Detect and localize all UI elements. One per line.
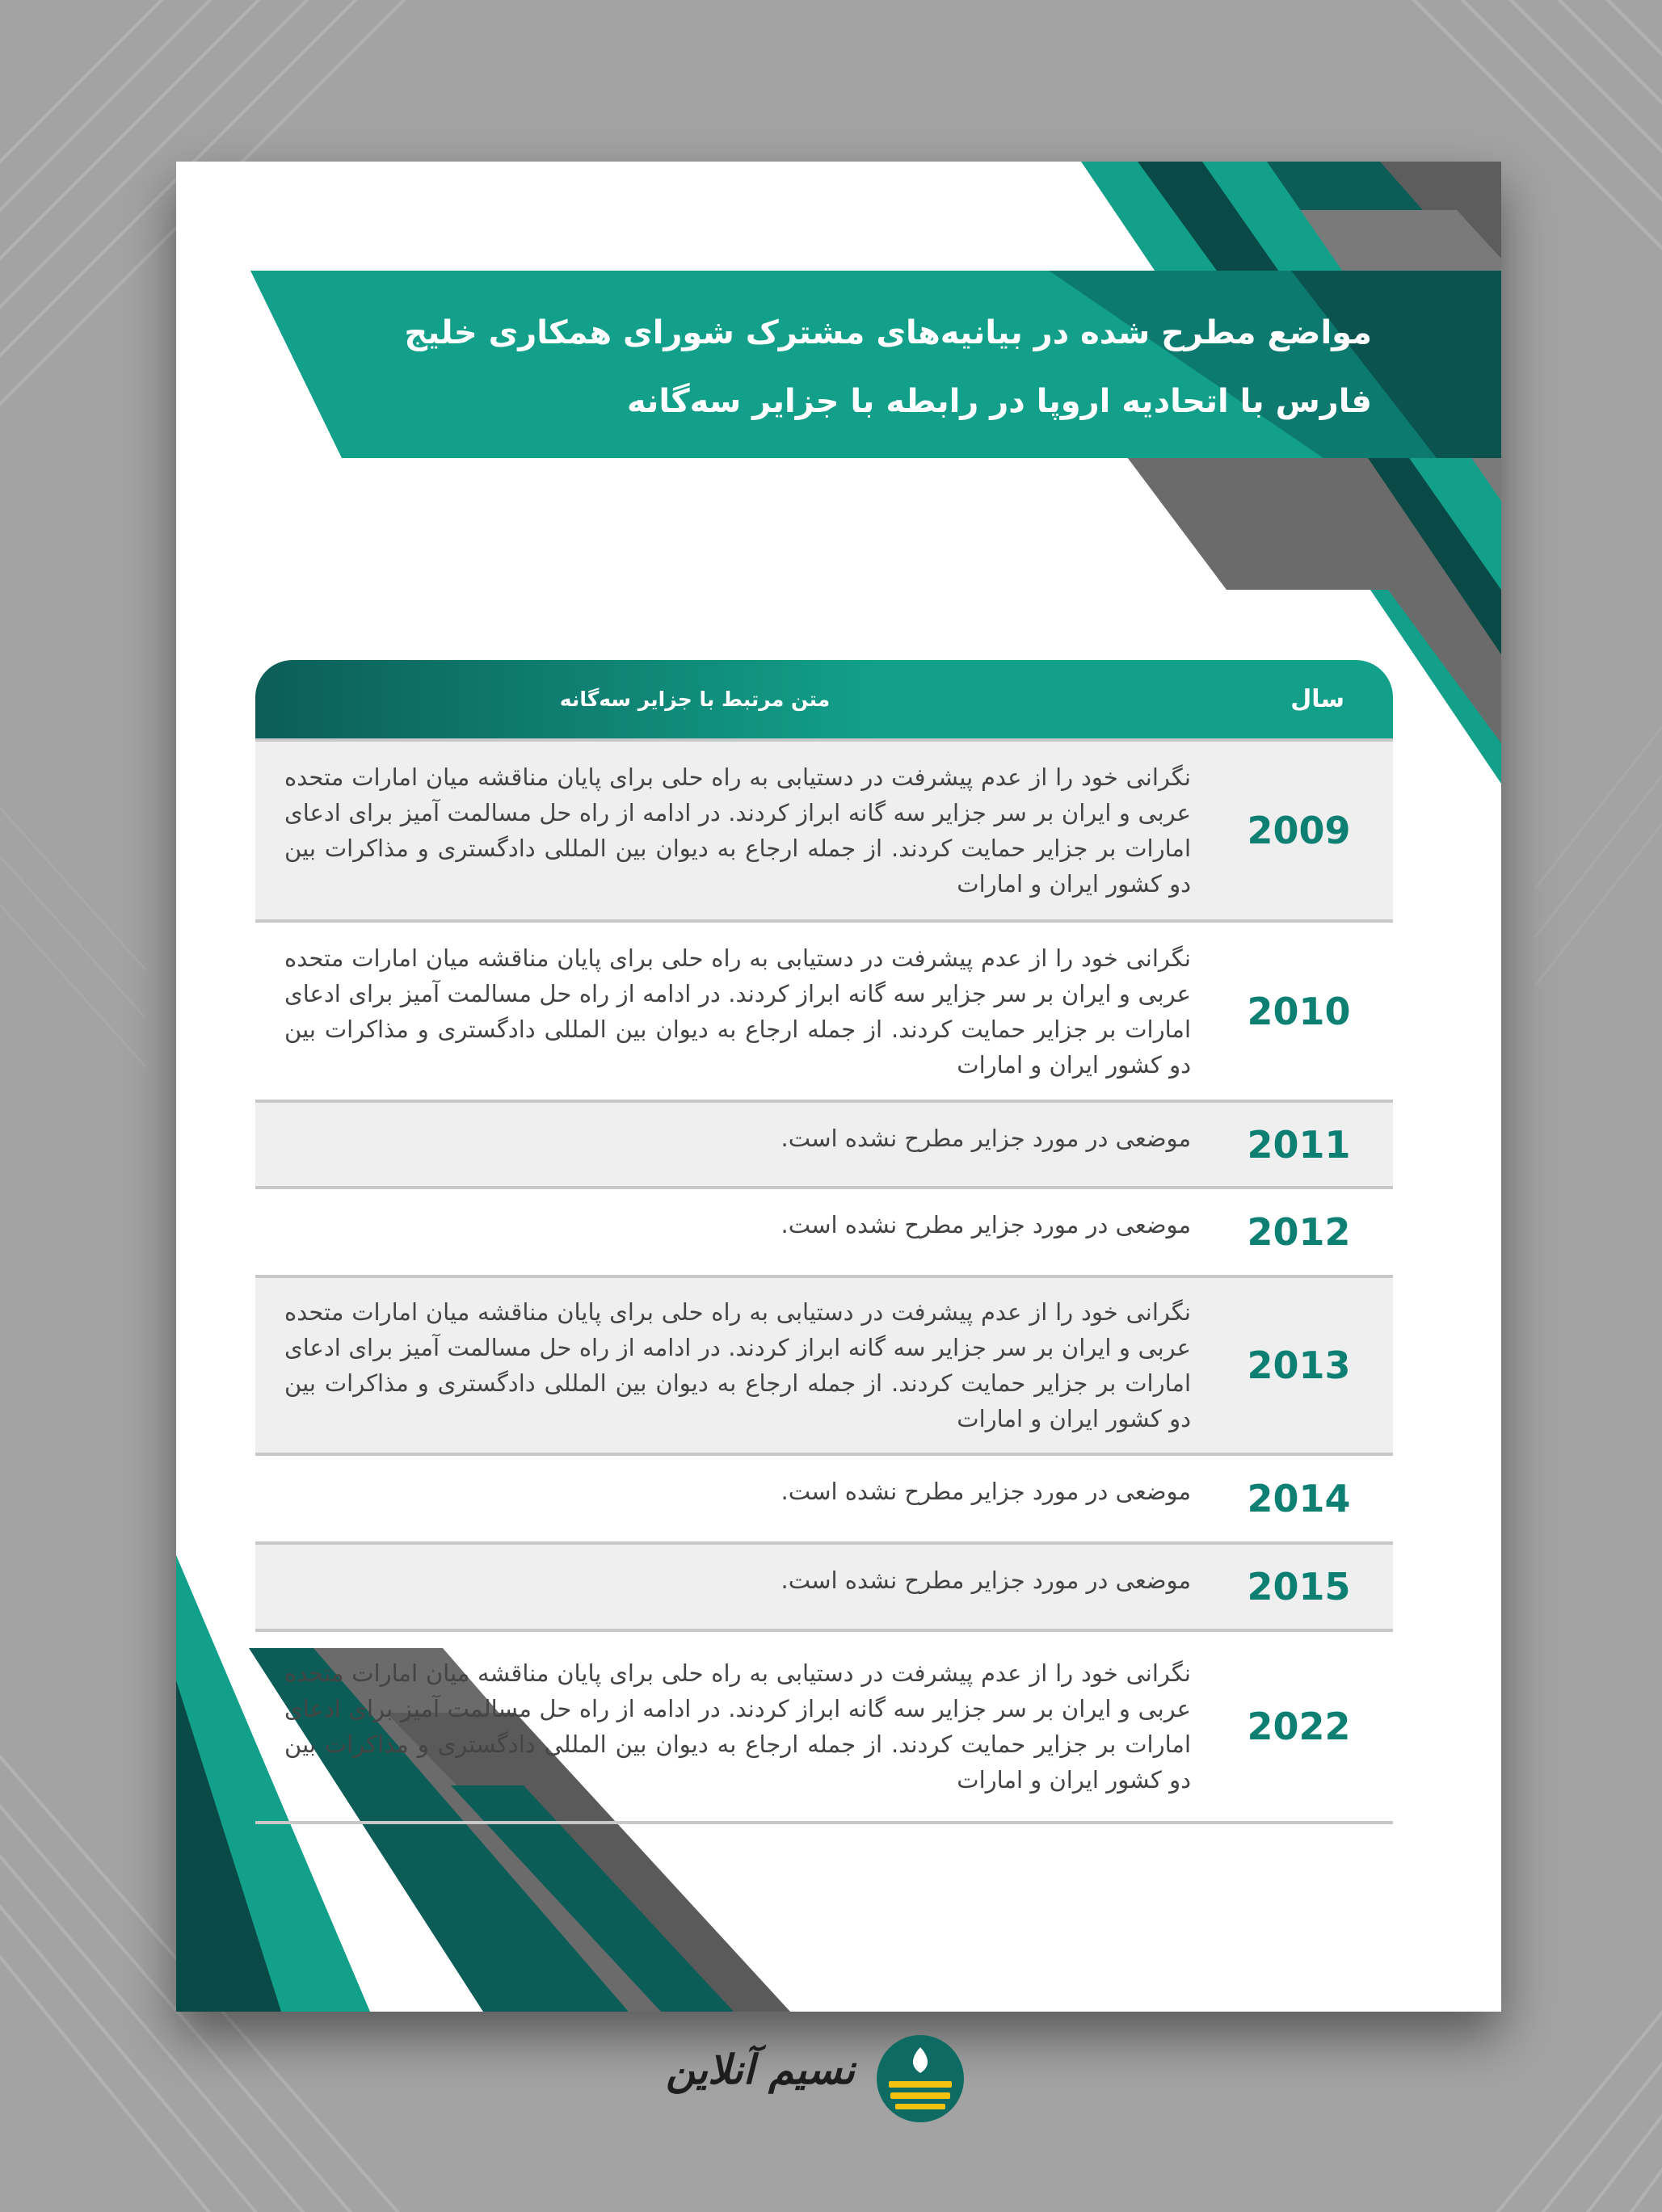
row-year: 2013 bbox=[1247, 1344, 1351, 1387]
row-text: نگرانی خود را از عدم پیشرفت در دستیابی به راه حلی برای پایان مناقشه میان امارات متحده عربی و ایران بر سر جزایر سه گانه ابراز کردند. در ادامه از راه حل مسالمت آمیز برای ادعای امارات بر جزایر حمایت کردند. از جمله ارجاع به دیوان بین المللی دادگستری و مذاکرات بین دو کشور ایران و امارات bbox=[284, 944, 1191, 1079]
table-bottom-border bbox=[255, 1821, 1393, 1824]
infographic-card bbox=[176, 162, 1501, 2012]
table-row bbox=[255, 919, 1393, 1100]
row-text: نگرانی خود را از عدم پیشرفت در دستیابی به راه حلی برای پایان مناقشه میان امارات متحده عربی و ایران بر سر جزایر سه گانه ابراز کردند. در ادامه از راه حل مسالمت آمیز برای ادعای امارات بر جزایر حمایت کردند. از جمله ارجاع به دیوان بین المللی دادگستری و مذاکرات بین دو کشور ایران و امارات bbox=[284, 1659, 1191, 1794]
header-text: متن مرتبط با جزایر سه‌گانه bbox=[559, 688, 831, 711]
row-text-cell bbox=[284, 742, 1191, 919]
data-table bbox=[255, 660, 1393, 1824]
row-text-cell bbox=[284, 1632, 1191, 1821]
table-row bbox=[255, 1186, 1393, 1275]
row-year: 2011 bbox=[1247, 1122, 1351, 1167]
row-text-cell bbox=[284, 1103, 1191, 1186]
row-text-cell bbox=[284, 1189, 1191, 1275]
row-year: 2009 bbox=[1247, 809, 1351, 852]
row-text: موضعی در مورد جزایر مطرح نشده است. bbox=[781, 1566, 1191, 1594]
row-text-cell bbox=[284, 1456, 1191, 1541]
table-row bbox=[255, 1100, 1393, 1186]
table-row bbox=[255, 1453, 1393, 1541]
row-year: 2022 bbox=[1247, 1705, 1351, 1748]
logo-text: نسیم آنلاین bbox=[666, 2046, 855, 2093]
table-row bbox=[255, 1541, 1393, 1629]
logo-mark-icon bbox=[873, 2031, 968, 2126]
page-title: مواضع مطرح شده در بیانیه‌های مشترک شورای همکاری خلیج فارس با اتحادیه اروپا در رابطه با جزایر سه‌گانه bbox=[404, 314, 1372, 420]
row-text: موضعی در مورد جزایر مطرح نشده است. bbox=[781, 1125, 1191, 1152]
row-year: 2012 bbox=[1247, 1210, 1351, 1254]
row-text: موضعی در مورد جزایر مطرح نشده است. bbox=[781, 1211, 1191, 1238]
row-text: نگرانی خود را از عدم پیشرفت در دستیابی به راه حلی برای پایان مناقشه میان امارات متحده عربی و ایران بر سر جزایر سه گانه ابراز کردند. در ادامه از راه حل مسالمت آمیز برای ادعای امارات بر جزایر حمایت کردند. از جمله ارجاع به دیوان بین المللی دادگستری و مذاکرات بین دو کشور ایران و امارات bbox=[284, 763, 1191, 898]
row-year: 2010 bbox=[1247, 989, 1351, 1033]
table-row bbox=[255, 1629, 1393, 1821]
table-header bbox=[255, 660, 1393, 738]
row-text-cell bbox=[284, 923, 1191, 1100]
row-year: 2015 bbox=[1247, 1565, 1351, 1609]
row-text-cell bbox=[284, 1278, 1191, 1453]
table-row bbox=[255, 738, 1393, 919]
row-text: موضعی در مورد جزایر مطرح نشده است. bbox=[781, 1478, 1191, 1505]
header-year: سال bbox=[1290, 685, 1344, 713]
table-row bbox=[255, 1275, 1393, 1453]
row-text: نگرانی خود را از عدم پیشرفت در دستیابی به راه حلی برای پایان مناقشه میان امارات متحده عربی و ایران بر سر جزایر سه گانه ابراز کردند. در ادامه از راه حل مسالمت آمیز برای ادعای امارات بر جزایر حمایت کردند. از جمله ارجاع به دیوان بین المللی دادگستری و مذاکرات بین دو کشور ایران و امارات bbox=[284, 1298, 1191, 1432]
row-year: 2014 bbox=[1247, 1477, 1351, 1520]
row-text-cell bbox=[284, 1545, 1191, 1629]
brand-logo bbox=[666, 2025, 968, 2130]
